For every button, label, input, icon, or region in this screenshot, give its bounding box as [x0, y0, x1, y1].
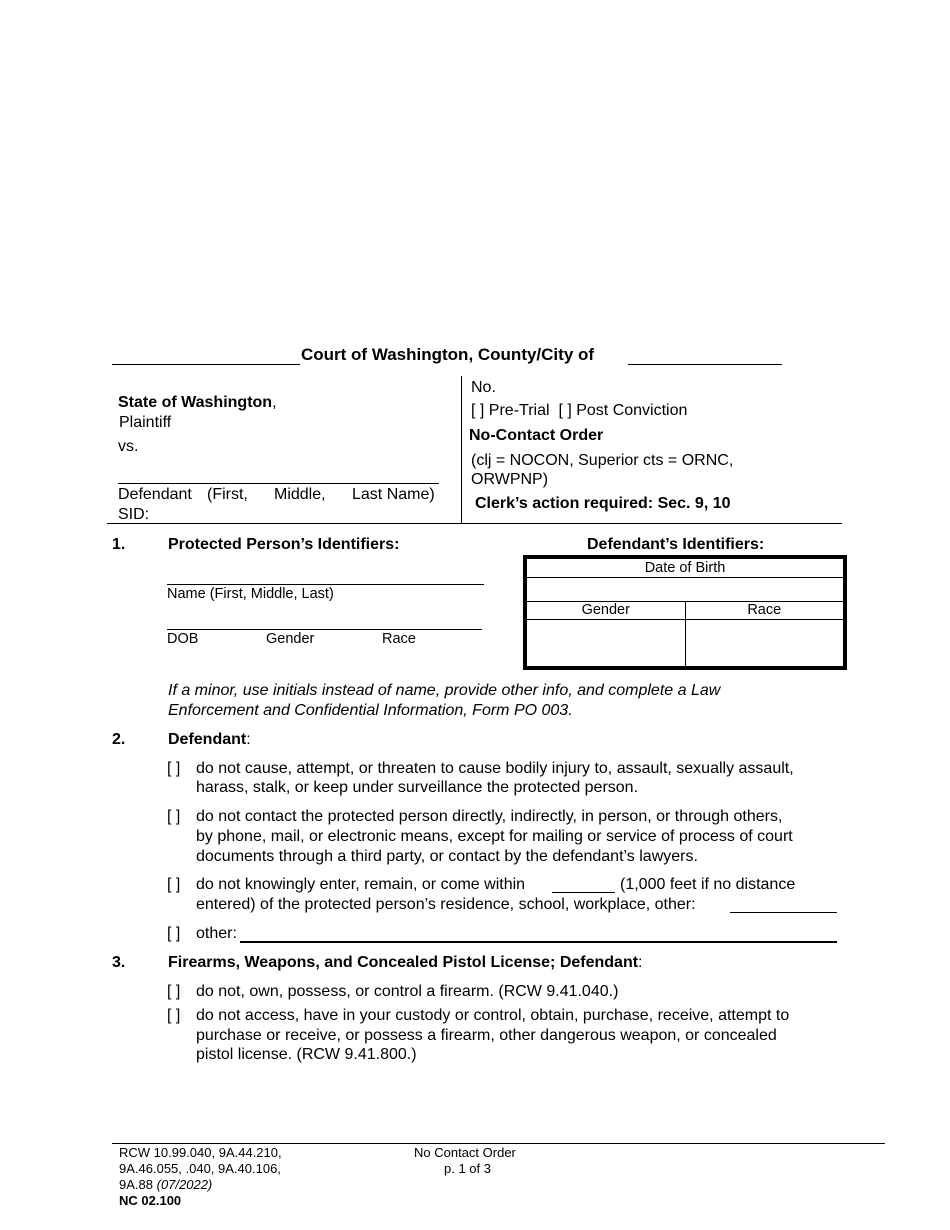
court-title: Court of Washington, County/City of	[301, 345, 595, 364]
other-blank-line[interactable]	[240, 941, 837, 943]
document-title: No-Contact Order	[469, 427, 604, 444]
table-gender-header: Gender	[525, 601, 685, 619]
footer-rcw-line-1: RCW 10.99.040, 9A.44.210,	[119, 1145, 282, 1160]
post-conviction-checkbox[interactable]: [ ]	[558, 402, 572, 419]
table-dob-cell[interactable]	[525, 577, 845, 601]
table-race-cell[interactable]	[685, 619, 845, 668]
section-2-item-2-line-2: by phone, mail, or electronic means, except for mailing or service of process of court	[196, 828, 793, 845]
section-2-item-2-checkbox[interactable]: [ ]	[167, 808, 181, 825]
protected-race-label: Race	[382, 631, 416, 647]
section-2-item-4-checkbox[interactable]: [ ]	[167, 925, 181, 942]
table-gender-cell[interactable]	[525, 619, 685, 668]
section-2-item-3-line-1a: do not knowingly enter, remain, or come within	[196, 876, 526, 893]
defendant-identifiers-table	[523, 555, 847, 670]
defendant-first-label: (First,	[207, 486, 248, 503]
section-3-number: 3.	[112, 954, 126, 971]
section-1-number: 1.	[112, 536, 126, 553]
protected-name-label: Name (First, Middle, Last)	[167, 586, 334, 602]
section-1-title: Protected Person’s Identifiers:	[168, 536, 400, 553]
section-3-item-2-line-1: do not access, have in your custody or control, obtain, purchase, receive, attempt to	[196, 1007, 790, 1024]
codes-line-1: (clj = NOCON, Superior cts = ORNC,	[471, 452, 734, 469]
protected-name-line[interactable]	[167, 584, 484, 585]
plaintiff-label: Plaintiff	[119, 414, 172, 431]
sid-label: SID:	[118, 506, 150, 523]
county-blank-line[interactable]	[112, 364, 300, 365]
protected-dob-line[interactable]	[167, 629, 482, 630]
pretrial-checkbox[interactable]: [ ]	[471, 402, 485, 419]
plaintiff-name: State of Washington	[118, 394, 273, 411]
city-blank-line[interactable]	[628, 364, 782, 365]
footer-rcw-line-3-text: 9A.88	[119, 1177, 153, 1192]
footer-rcw-line-2: 9A.46.055, .040, 9A.40.106,	[119, 1161, 281, 1176]
section-3-item-2-line-3: pistol license. (RCW 9.41.800.)	[196, 1046, 417, 1063]
caption-bottom-rule	[107, 523, 842, 524]
section-2-title: Defendant	[168, 731, 247, 748]
minor-note-line-1: If a minor, use initials instead of name, provide other info, and complete a Law	[168, 682, 721, 699]
footer-revision-date: (07/2022)	[156, 1177, 213, 1192]
defendant-identifiers-title: Defendant’s Identifiers:	[587, 536, 765, 553]
section-3-item-2-checkbox[interactable]: [ ]	[167, 1007, 181, 1024]
section-3-item-1-line-1: do not, own, possess, or control a firearm. (RCW 9.41.040.)	[196, 983, 619, 1000]
section-2-item-4-label: other:	[196, 925, 237, 942]
defendant-last-label: Last Name)	[352, 486, 435, 503]
protected-gender-label: Gender	[266, 631, 315, 647]
caption-divider	[461, 376, 462, 524]
section-2-item-2-line-3: documents through a third party, or contact by the defendant’s lawyers.	[196, 848, 698, 865]
plaintiff-comma: ,	[272, 394, 277, 411]
footer-page-number: p. 1 of 3	[444, 1161, 491, 1176]
table-race-header: Race	[685, 601, 845, 619]
footer-form-number: NC 02.100	[119, 1193, 182, 1208]
case-type-line	[471, 402, 687, 420]
section-3-heading	[168, 954, 643, 972]
case-number-label: No.	[471, 379, 496, 396]
section-2-heading	[168, 731, 251, 749]
section-2-item-3-line-2: entered) of the protected person’s residence, school, workplace, other:	[196, 896, 696, 913]
footer-center-title: No Contact Order	[414, 1145, 516, 1160]
section-3-colon: :	[638, 954, 643, 971]
defendant-label: Defendant	[118, 486, 192, 503]
section-3-title: Firearms, Weapons, and Concealed Pistol License; Defendant	[168, 954, 639, 971]
section-2-item-1-line-1: do not cause, attempt, or threaten to cause bodily injury to, assault, sexually assault,	[196, 760, 794, 777]
minor-note-line-2: Enforcement and Confidential Information, Form PO 003.	[168, 702, 573, 719]
pretrial-label: Pre-Trial	[488, 402, 550, 419]
other-location-blank-line[interactable]	[730, 912, 837, 913]
vs-label: vs.	[118, 438, 139, 455]
section-2-number: 2.	[112, 731, 126, 748]
table-dob-header: Date of Birth	[525, 557, 845, 577]
section-2-colon: :	[246, 731, 251, 748]
footer-rcw-line-3	[119, 1177, 212, 1193]
section-2-item-1-line-2: harass, stalk, or keep under surveillance the protected person.	[196, 779, 639, 796]
distance-blank-line[interactable]	[552, 892, 615, 893]
footer-rule	[112, 1143, 885, 1144]
clerk-action-note: Clerk’s action required: Sec. 9, 10	[475, 495, 731, 512]
protected-dob-label: DOB	[167, 631, 199, 647]
section-2-item-3-line-1b: (1,000 feet if no distance	[620, 876, 796, 893]
defendant-middle-label: Middle,	[274, 486, 326, 503]
section-2-item-3-checkbox[interactable]: [ ]	[167, 876, 181, 893]
defendant-name-line[interactable]	[118, 483, 439, 484]
plaintiff-line	[118, 394, 277, 412]
section-2-item-1-checkbox[interactable]: [ ]	[167, 760, 181, 777]
codes-line-2: ORWPNP)	[471, 471, 549, 488]
section-3-item-2-line-2: purchase or receive, or possess a firearm, other dangerous weapon, or concealed	[196, 1027, 777, 1044]
section-3-item-1-checkbox[interactable]: [ ]	[167, 983, 181, 1000]
post-conviction-label: Post Conviction	[576, 402, 688, 419]
section-2-item-2-line-1: do not contact the protected person directly, indirectly, in person, or through others,	[196, 808, 783, 825]
